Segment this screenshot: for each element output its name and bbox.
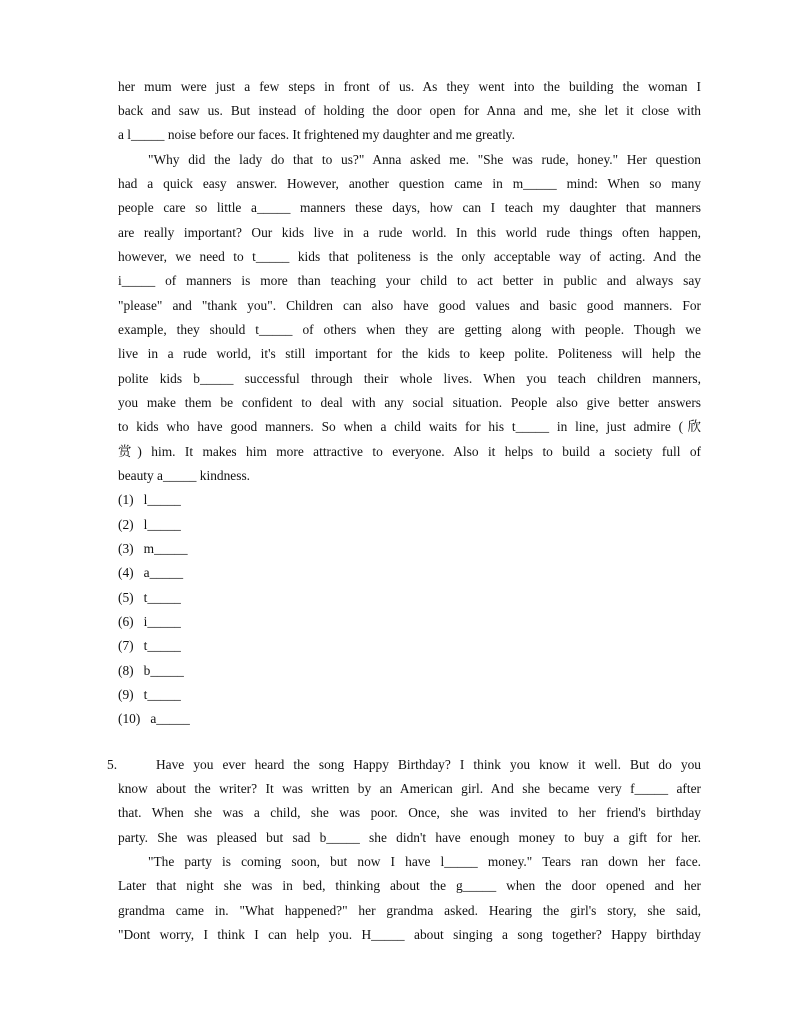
text-line: beauty a_____ kindness. <box>118 468 251 483</box>
answer-blank-9[interactable]: (9) t_____ <box>118 687 181 702</box>
text-line: live in a rude world, it's still important for the kids to keep polite. Politeness will help the <box>118 346 701 361</box>
text-line: "please" and "thank you". Children can also have good values and basic good manners. For <box>118 298 701 313</box>
answer-blank-1[interactable]: (1) l_____ <box>118 492 181 507</box>
text-line: you make them be confident to deal with any social situation. People also give better answers <box>118 395 701 410</box>
text-line: grandma came in. "What happened?" her grandma asked. Hearing the girl's story, she said, <box>118 903 701 918</box>
text-line: Have you ever heard the song Happy Birthday? I think you know it well. But do you <box>156 757 701 772</box>
text-line: Later that night she was in bed, thinking about the g_____ when the door opened and her <box>118 878 701 893</box>
text-line: party. She was pleased but sad b_____ she didn't have enough money to buy a gift for her. <box>118 830 701 845</box>
answer-blank-3[interactable]: (3) m_____ <box>118 541 188 556</box>
text-line: example, they should t_____ of others when they are getting along with people. Though we <box>118 322 701 337</box>
text-line: 赏) him. It makes him more attractive to everyone. Also it helps to build a society full of <box>118 444 701 459</box>
text-line: "Why did the lady do that to us?" Anna asked me. "She was rude, honey." Her question <box>148 152 701 167</box>
text-line: are really important? Our kids live in a rude world. In this world rude things often happen, <box>118 225 701 240</box>
text-line: a l_____ noise before our faces. It frightened my daughter and me greatly. <box>118 127 515 142</box>
text-line: i_____ of manners is more than teaching your child to act better in public and always say <box>118 273 701 288</box>
answer-blank-7[interactable]: (7) t_____ <box>118 638 181 653</box>
answer-blank-2[interactable]: (2) l_____ <box>118 517 181 532</box>
answer-blank-4[interactable]: (4) a_____ <box>118 565 184 580</box>
answer-blank-8[interactable]: (8) b_____ <box>118 663 184 678</box>
text-line: "The party is coming soon, but now I have l_____ money." Tears ran down her face. <box>148 854 701 869</box>
text-line: "Dont worry, I think I can help you. H_____ about singing a song together? Happy birthday <box>118 927 701 942</box>
text-line: that. When she was a child, she was poor. Once, she was invited to her friend's birthday <box>118 805 701 820</box>
question-number: 5. <box>107 757 118 772</box>
text-line: people care so little a_____ manners these days, how can I teach my daughter that manners <box>118 200 701 215</box>
text-line: polite kids b_____ successful through their whole lives. When you teach children manners, <box>118 371 701 386</box>
answer-blank-10[interactable]: (10) a_____ <box>118 711 190 726</box>
answer-blank-5[interactable]: (5) t_____ <box>118 590 181 605</box>
text-line: however, we need to t_____ kids that politeness is the only acceptable way of acting. And the <box>118 249 701 264</box>
text-line: her mum were just a few steps in front of us. As they went into the building the woman I <box>118 79 701 94</box>
text-line: to kids who have good manners. So when a child waits for his t_____ in line, just admire (欣 <box>118 419 701 434</box>
text-line: had a quick easy answer. However, another question came in m_____ mind: When so many <box>118 176 701 191</box>
answer-blank-6[interactable]: (6) i_____ <box>118 614 181 629</box>
text-line: back and saw us. But instead of holding the door open for Anna and me, she let it close with <box>118 103 701 118</box>
text-line: know about the writer? It was written by an American girl. And she became very f_____ after <box>118 781 701 796</box>
